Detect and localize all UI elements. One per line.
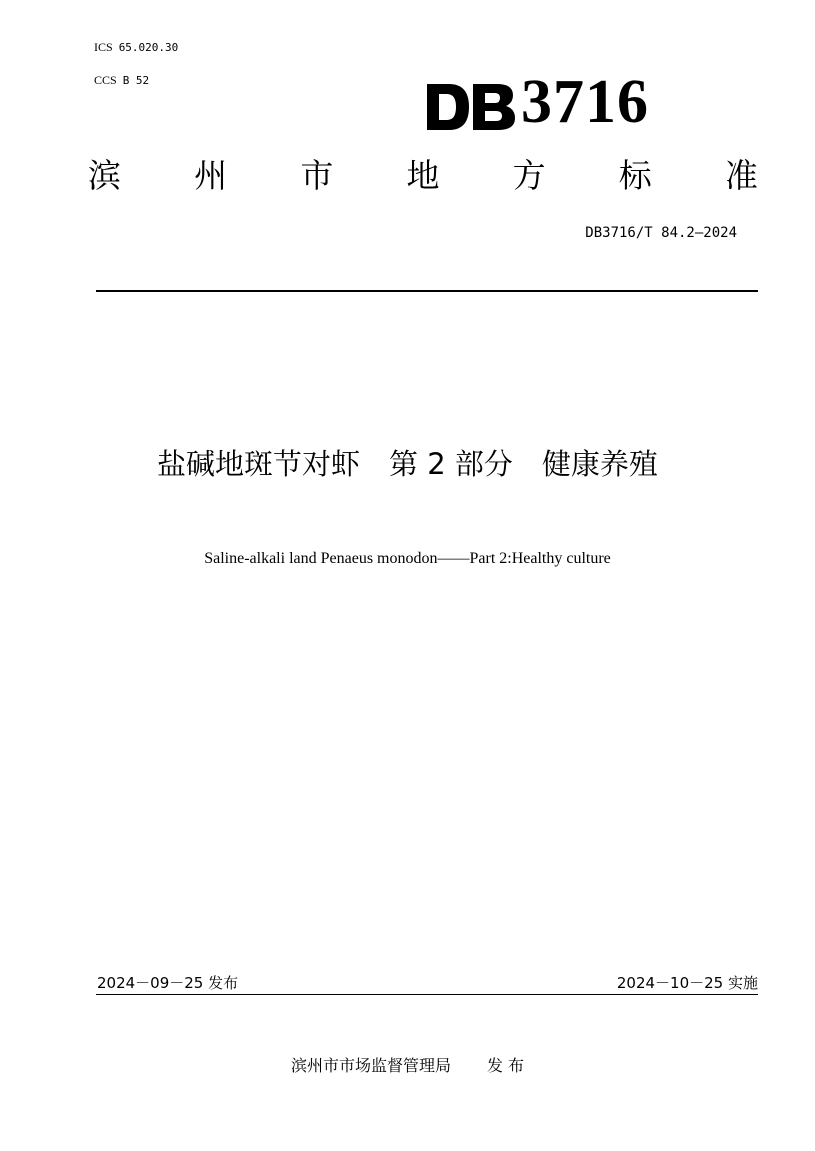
publisher-action: 发 布: [486, 1056, 525, 1075]
publisher: [0, 1053, 815, 1076]
standard-type-char: 市: [300, 156, 334, 195]
ccs-value: B 52: [122, 74, 150, 87]
standard-type-char: 地: [406, 156, 440, 195]
ics-code: [94, 40, 178, 55]
ccs-code: [94, 73, 149, 88]
standard-type-char: 方: [512, 156, 546, 195]
title-english: Saline-alkali land Penaeus monodon——Part 2:Healthy culture: [204, 550, 611, 567]
title-chinese: 盐碱地斑节对虾 第 2 部分 健康养殖: [157, 447, 658, 481]
standard-type-char: 州: [194, 156, 228, 195]
standard-type-char: 准: [724, 156, 758, 195]
publisher-name: 滨州市市场监督管理局: [290, 1056, 451, 1075]
db-logo: [425, 68, 700, 136]
ccs-label: CCS: [94, 73, 117, 87]
standard-type-char: 滨: [88, 156, 121, 195]
ics-value: 65.020.30: [118, 41, 179, 54]
header-divider: [96, 290, 758, 292]
effective-date: 2024－10－25 实施: [616, 974, 758, 992]
standard-type: [88, 152, 758, 200]
db-number: 3716: [521, 68, 649, 136]
ics-label: ICS: [94, 40, 113, 54]
footer-divider: [96, 994, 758, 995]
standard-type-char: 标: [618, 156, 652, 195]
standard-number: DB3716/T 84.2—2024: [585, 225, 737, 241]
db-logo-mark: [425, 82, 517, 132]
release-date: 2024－09－25 发布: [97, 974, 239, 992]
